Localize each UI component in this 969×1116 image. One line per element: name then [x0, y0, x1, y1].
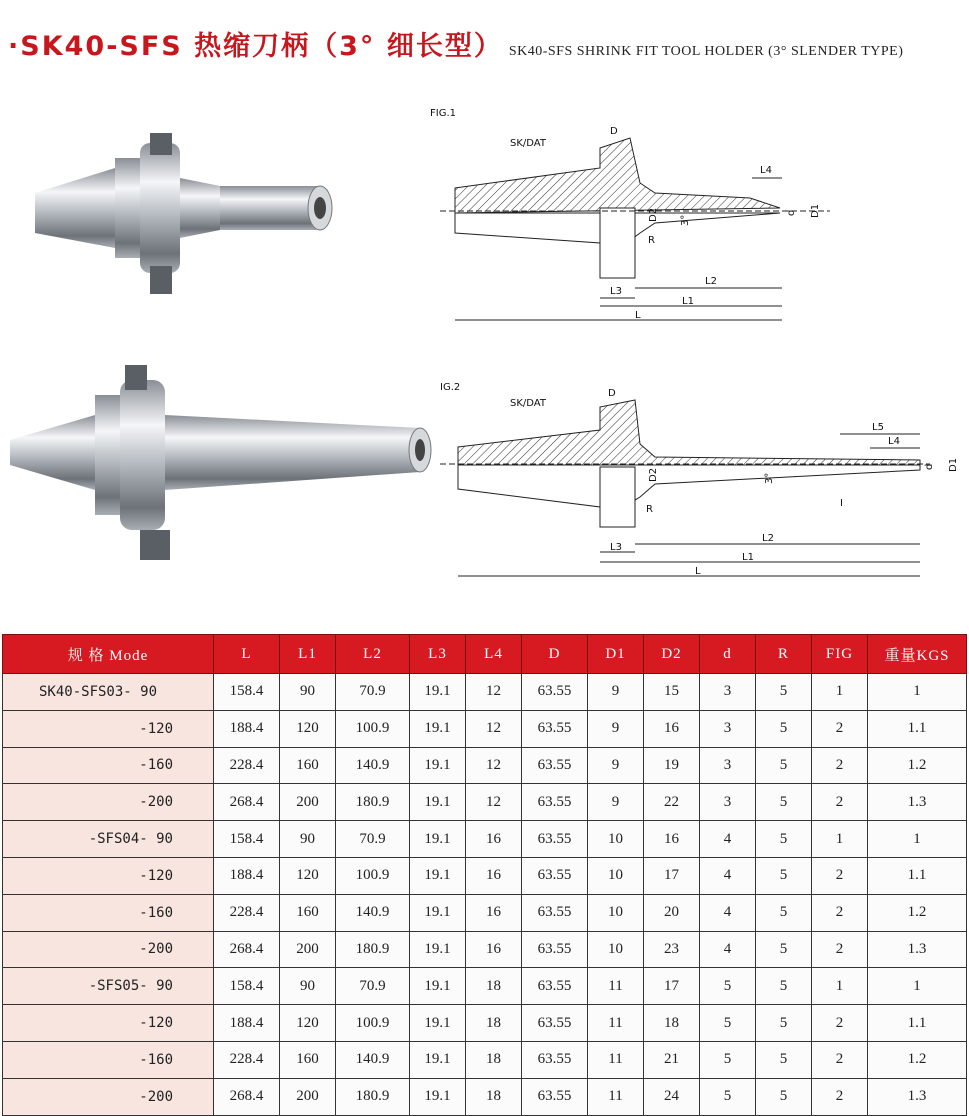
- table-cell: 90: [280, 821, 336, 858]
- table-cell: 9: [588, 747, 644, 784]
- table-row: [3, 968, 967, 1005]
- col-header-L1: L1: [280, 635, 336, 674]
- table-cell: 228.4: [214, 1041, 280, 1078]
- model-cell: -SFS05- 90: [3, 968, 214, 1005]
- table-row: [3, 784, 967, 821]
- fig2-dim-D2: D2: [648, 467, 659, 482]
- table-cell: 9: [588, 784, 644, 821]
- table-cell: 63.55: [522, 894, 588, 931]
- table-cell: 5: [756, 821, 812, 858]
- model-cell: -120: [3, 857, 214, 894]
- table-cell: 2: [812, 1005, 868, 1042]
- table-cell: 180.9: [336, 1078, 410, 1115]
- table-cell: 18: [466, 1041, 522, 1078]
- table-cell: 268.4: [214, 1078, 280, 1115]
- table-cell: 3: [700, 674, 756, 711]
- col-header-FIG: FIG: [812, 635, 868, 674]
- table-cell: 63.55: [522, 857, 588, 894]
- table-cell: 160: [280, 894, 336, 931]
- table-cell: 2: [812, 857, 868, 894]
- table-cell: 63.55: [522, 931, 588, 968]
- table-cell: 4: [700, 931, 756, 968]
- table-cell: 5: [756, 1041, 812, 1078]
- table-cell: 2: [812, 747, 868, 784]
- col-header-D: D: [522, 635, 588, 674]
- table-cell: 5: [756, 784, 812, 821]
- table-cell: 63.55: [522, 821, 588, 858]
- table-cell: 16: [644, 710, 700, 747]
- table-cell: 140.9: [336, 747, 410, 784]
- fig2-dim-L2: L2: [762, 533, 774, 544]
- table-cell: 1: [868, 968, 967, 1005]
- page-header: [8, 24, 903, 68]
- table-cell: 3: [700, 784, 756, 821]
- table-cell: 21: [644, 1041, 700, 1078]
- col-header-L: L: [214, 635, 280, 674]
- table-cell: 2: [812, 1078, 868, 1115]
- fig2-label: IG.2: [440, 382, 461, 393]
- table-cell: 16: [644, 821, 700, 858]
- table-cell: 188.4: [214, 1005, 280, 1042]
- table-cell: 19.1: [410, 857, 466, 894]
- table-cell: 2: [812, 894, 868, 931]
- table-cell: 5: [756, 710, 812, 747]
- table-cell: 17: [644, 968, 700, 1005]
- table-cell: 3: [700, 710, 756, 747]
- fig1-dim-L3: L3: [610, 286, 622, 297]
- technical-drawing-fig1: [420, 98, 840, 330]
- table-row: [3, 1005, 967, 1042]
- table-cell: 63.55: [522, 1078, 588, 1115]
- table-cell: 90: [280, 674, 336, 711]
- table-cell: 18: [466, 1078, 522, 1115]
- table-cell: 12: [466, 674, 522, 711]
- table-cell: 16: [466, 931, 522, 968]
- table-cell: 5: [756, 1005, 812, 1042]
- page-title: ·SK40-SFS 热缩刀柄（3° 细长型）: [8, 31, 503, 62]
- table-cell: 2: [812, 784, 868, 821]
- table-cell: 16: [466, 894, 522, 931]
- fig2-dim-L: L: [695, 566, 701, 577]
- table-cell: 268.4: [214, 931, 280, 968]
- table-cell: 18: [466, 1005, 522, 1042]
- table-cell: 63.55: [522, 968, 588, 1005]
- table-cell: 1.2: [868, 1041, 967, 1078]
- table-cell: 5: [700, 1078, 756, 1115]
- table-cell: 1: [868, 674, 967, 711]
- model-cell: SK40-SFS03- 90: [3, 674, 214, 711]
- table-cell: 12: [466, 710, 522, 747]
- table-cell: 19.1: [410, 784, 466, 821]
- table-row: [3, 1041, 967, 1078]
- table-cell: 3: [700, 747, 756, 784]
- table-cell: 120: [280, 710, 336, 747]
- table-cell: 228.4: [214, 894, 280, 931]
- table-cell: 19.1: [410, 821, 466, 858]
- table-cell: 16: [466, 821, 522, 858]
- table-cell: 158.4: [214, 821, 280, 858]
- model-cell: -200: [3, 931, 214, 968]
- table-cell: 70.9: [336, 821, 410, 858]
- fig1-label: FIG.1: [430, 108, 456, 119]
- table-cell: 100.9: [336, 857, 410, 894]
- table-cell: 9: [588, 674, 644, 711]
- table-row: [3, 674, 967, 711]
- table-row: [3, 1078, 967, 1115]
- table-row: [3, 857, 967, 894]
- table-cell: 63.55: [522, 710, 588, 747]
- model-cell: -120: [3, 710, 214, 747]
- table-cell: 12: [466, 784, 522, 821]
- table-cell: 19.1: [410, 1078, 466, 1115]
- table-cell: 16: [466, 857, 522, 894]
- table-cell: 5: [756, 747, 812, 784]
- table-cell: 268.4: [214, 784, 280, 821]
- table-cell: 140.9: [336, 1041, 410, 1078]
- table-cell: 140.9: [336, 894, 410, 931]
- model-cell: -SFS04- 90: [3, 821, 214, 858]
- table-cell: 5: [756, 894, 812, 931]
- table-cell: 160: [280, 747, 336, 784]
- fig2-dim-d: d: [924, 463, 935, 470]
- tool-holder-photo-long: [0, 360, 440, 575]
- fig1-sk-label: SK/DAT: [510, 138, 546, 149]
- table-cell: 1.1: [868, 1005, 967, 1042]
- model-cell: -200: [3, 784, 214, 821]
- table-cell: 19.1: [410, 894, 466, 931]
- table-row: [3, 894, 967, 931]
- table-cell: 1: [868, 821, 967, 858]
- table-cell: 18: [466, 968, 522, 1005]
- table-cell: 19: [644, 747, 700, 784]
- table-cell: 4: [700, 821, 756, 858]
- fig2-dim-L4: L4: [888, 436, 900, 447]
- table-cell: 11: [588, 1041, 644, 1078]
- fig1-dim-D: D: [610, 126, 618, 137]
- model-cell: -160: [3, 894, 214, 931]
- table-cell: 20: [644, 894, 700, 931]
- table-cell: 1.3: [868, 931, 967, 968]
- table-cell: 188.4: [214, 857, 280, 894]
- table-cell: 19.1: [410, 931, 466, 968]
- table-cell: 1.1: [868, 857, 967, 894]
- table-cell: 11: [588, 1005, 644, 1042]
- table-cell: 158.4: [214, 968, 280, 1005]
- page-subtitle: SK40-SFS SHRINK FIT TOOL HOLDER (3° SLENDER TYPE): [508, 44, 904, 59]
- table-cell: 158.4: [214, 674, 280, 711]
- tool-holder-photo-short: [20, 118, 350, 308]
- table-cell: 5: [756, 857, 812, 894]
- table-cell: 12: [466, 747, 522, 784]
- fig2-dim-D: D: [608, 388, 616, 399]
- table-cell: 10: [588, 857, 644, 894]
- fig1-dim-d: d: [786, 209, 797, 216]
- table-cell: 24: [644, 1078, 700, 1115]
- table-cell: 200: [280, 1078, 336, 1115]
- fig2-dim-L1: L1: [742, 552, 754, 563]
- col-header-D2: D2: [644, 635, 700, 674]
- fig1-dim-angle: 3°: [680, 214, 691, 226]
- col-header-d: d: [700, 635, 756, 674]
- table-cell: 160: [280, 1041, 336, 1078]
- table-cell: 5: [756, 674, 812, 711]
- table-cell: 5: [700, 1005, 756, 1042]
- fig1-dim-D1: D1: [810, 203, 821, 218]
- table-cell: 1.3: [868, 1078, 967, 1115]
- table-cell: 10: [588, 931, 644, 968]
- table-cell: 11: [588, 968, 644, 1005]
- model-cell: -120: [3, 1005, 214, 1042]
- table-cell: 4: [700, 857, 756, 894]
- table-row: [3, 710, 967, 747]
- fig1-dim-L1: L1: [682, 296, 694, 307]
- table-cell: 5: [756, 968, 812, 1005]
- fig2-sk-label: SK/DAT: [510, 398, 546, 409]
- table-cell: 10: [588, 821, 644, 858]
- table-cell: 19.1: [410, 1041, 466, 1078]
- col-header-D1: D1: [588, 635, 644, 674]
- table-cell: 19.1: [410, 710, 466, 747]
- table-cell: 1: [812, 968, 868, 1005]
- table-cell: 5: [756, 1078, 812, 1115]
- table-cell: 63.55: [522, 747, 588, 784]
- table-cell: 1.3: [868, 784, 967, 821]
- table-cell: 19.1: [410, 968, 466, 1005]
- table-cell: 63.55: [522, 1005, 588, 1042]
- table-cell: 100.9: [336, 1005, 410, 1042]
- col-header-L3: L3: [410, 635, 466, 674]
- col-header-weight: 重量KGS: [868, 635, 967, 674]
- table-cell: 5: [700, 968, 756, 1005]
- table-cell: 4: [700, 894, 756, 931]
- table-cell: 11: [588, 1078, 644, 1115]
- table-cell: 1: [812, 674, 868, 711]
- table-cell: 17: [644, 857, 700, 894]
- table-cell: 5: [700, 1041, 756, 1078]
- fig2-dim-L5: L5: [872, 422, 884, 433]
- table-cell: 180.9: [336, 784, 410, 821]
- table-cell: 2: [812, 1041, 868, 1078]
- fig2-dim-angle: 3°: [764, 472, 775, 484]
- table-cell: 1.1: [868, 710, 967, 747]
- col-header-L4: L4: [466, 635, 522, 674]
- model-cell: -160: [3, 1041, 214, 1078]
- technical-drawing-fig2: [420, 372, 959, 582]
- table-cell: 200: [280, 931, 336, 968]
- table-cell: 90: [280, 968, 336, 1005]
- fig1-dim-L: L: [635, 310, 641, 321]
- model-cell: -200: [3, 1078, 214, 1115]
- table-row: [3, 747, 967, 784]
- col-header-R: R: [756, 635, 812, 674]
- table-cell: 22: [644, 784, 700, 821]
- table-header-row: [3, 635, 967, 674]
- table-cell: 63.55: [522, 1041, 588, 1078]
- table-cell: 19.1: [410, 747, 466, 784]
- table-cell: 200: [280, 784, 336, 821]
- fig1-dim-L2: L2: [705, 276, 717, 287]
- table-cell: 23: [644, 931, 700, 968]
- table-row: [3, 821, 967, 858]
- col-header-L2: L2: [336, 635, 410, 674]
- table-cell: 180.9: [336, 931, 410, 968]
- table-cell: 10: [588, 894, 644, 931]
- table-cell: 1: [812, 821, 868, 858]
- fig2-dim-R: R: [646, 504, 653, 515]
- table-cell: 9: [588, 710, 644, 747]
- fig1-dim-R: R: [648, 235, 655, 246]
- table-cell: 120: [280, 857, 336, 894]
- table-cell: 63.55: [522, 674, 588, 711]
- table-cell: 1.2: [868, 894, 967, 931]
- table-cell: 188.4: [214, 710, 280, 747]
- fig2-dim-L3: L3: [610, 542, 622, 553]
- table-cell: 2: [812, 710, 868, 747]
- fig1-dim-D2: D2: [648, 207, 659, 222]
- table-cell: 2: [812, 931, 868, 968]
- table-cell: 63.55: [522, 784, 588, 821]
- table-row: [3, 931, 967, 968]
- table-cell: 5: [756, 931, 812, 968]
- table-cell: 18: [644, 1005, 700, 1042]
- table-cell: 120: [280, 1005, 336, 1042]
- fig1-dim-L4: L4: [760, 165, 772, 176]
- table-cell: 19.1: [410, 1005, 466, 1042]
- fig2-dim-I: I: [840, 498, 843, 509]
- col-header-model: 规 格 Mode: [3, 635, 214, 674]
- table-cell: 228.4: [214, 747, 280, 784]
- fig2-dim-D1: D1: [948, 457, 959, 472]
- table-cell: 1.2: [868, 747, 967, 784]
- table-cell: 70.9: [336, 674, 410, 711]
- table-cell: 19.1: [410, 674, 466, 711]
- table-cell: 100.9: [336, 710, 410, 747]
- table-cell: 70.9: [336, 968, 410, 1005]
- table-cell: 15: [644, 674, 700, 711]
- spec-table: [2, 634, 967, 1116]
- model-cell: -160: [3, 747, 214, 784]
